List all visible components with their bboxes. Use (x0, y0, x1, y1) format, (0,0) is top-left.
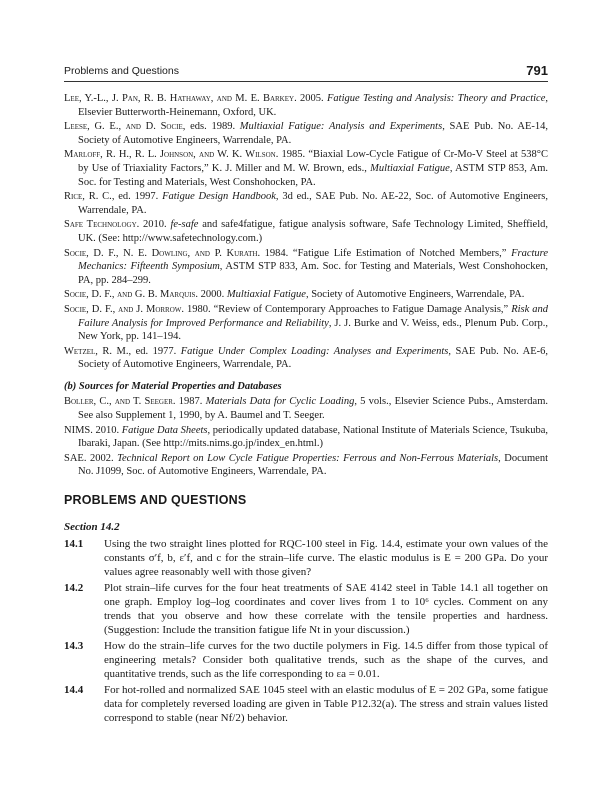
reference-post: , SAE Pub. No. AE-14, Society of Automotive Engineers, Warrendale, PA. (78, 121, 548, 146)
problems-heading: PROBLEMS AND QUESTIONS (64, 493, 247, 508)
reference-title: Multiaxial Fatigue (370, 162, 450, 174)
reference-entry (64, 218, 548, 245)
problem-number: 14.2 (64, 582, 84, 595)
reference-entry (64, 190, 548, 217)
reference-authors: Boller, C., and T. Seeger (64, 396, 173, 408)
reference-pre: , eds. 1989. (182, 121, 240, 133)
problem-text: How do the strain–life curves for the two ductile polymers in Fig. 14.5 differ from those typical of engineering metals? Consider both qualitative trends, such as the shape of the curves, and quantitative trends, such as the life corresponding to εa = 0.01. (104, 640, 548, 681)
problem-text: Using the two straight lines plotted for RQC-100 steel in Fig. 14.4, estimate your own values of the constants σ′f, b, ε′f, and c for the strain–life curve. The elastic modulus is E = 200 GPa. Do your values agree reasonably well with those given? (104, 538, 548, 579)
reference-title: Fracture Mechanics: Fifteenth Symposium (78, 247, 548, 273)
reference-entry (64, 92, 548, 119)
reference-title: Risk and Failure Analysis for Improved Performance and Reliability (78, 303, 548, 329)
reference-authors: NIMS (64, 424, 91, 436)
reference-authors: Lee, Y.-L., J. Pan, R. B. Hathaway, and M. E. Barkey (64, 93, 295, 104)
reference-post: , J. J. Burke and V. Weiss, eds., Plenum Pub. Corp., New York, pp. 141–194. (78, 317, 548, 343)
reference-pre: . 1985. “Biaxial Low-Cycle Fatigue of Cr-Mo-V Steel at 538°C by Use of Triaxiality Factors,” K. J. Miller and M. W. Brown, eds., (78, 149, 548, 174)
problem-item (64, 683, 548, 725)
reference-pre: . 1980. “Review of Contemporary Approaches to Fatigue Damage Analysis,” (181, 303, 512, 315)
problem-item (64, 581, 548, 637)
page-body (64, 92, 548, 727)
reference-authors: Leese, G. E., and D. Socie (64, 121, 183, 133)
reference-pre: . 2010. (90, 424, 122, 436)
reference-entry (64, 247, 548, 288)
reference-entry (64, 303, 548, 344)
reference-title: Fatigue Data Sheets (121, 424, 208, 436)
problem-list (64, 537, 548, 725)
problem-text: Plot strain–life curves for the four heat treatments of SAE 4142 steel in Table 14.1 all together on one graph. Employ log–log coordinates and cover lives from 1 to 10⁶ cycles. Comment on any trends that you observe and how these correlate with the tensile properties and hardness. (Suggestion: Include the transition fatigue life Nt in your discussion.) (104, 582, 548, 637)
reference-entry (64, 424, 548, 451)
reference-pre: . 2005. (294, 93, 327, 104)
reference-title: Technical Report on Low Cycle Fatigue Properties: Ferrous and Non-Ferrous Materials (117, 452, 499, 464)
reference-authors: Rice, R. C. (64, 191, 112, 203)
section-label: Section 14.2 (64, 520, 120, 533)
header-rule (64, 81, 548, 82)
problem-item (64, 537, 548, 579)
problem-number: 14.4 (64, 684, 84, 697)
reference-pre: . 1987. (172, 396, 206, 408)
reference-post: , periodically updated database, National Institute of Materials Science, Tsukuba, Ibaraki, Japan. (See http://mits.nims.go.jp/index_en.html.) (78, 424, 549, 450)
reference-post: , SAE Pub. No. AE-6, Society of Automotive Engineers, Warrendale, PA. (78, 345, 548, 371)
reference-authors: SAE (64, 452, 84, 464)
reference-pre: . 2000. (195, 289, 227, 301)
reference-title: Fatigue Design Handbook (162, 191, 276, 203)
reference-list-a (64, 92, 548, 372)
reference-post: , ASTM STP 833, Am. Soc. for Testing and Materials, West Conshohocken, PA, pp. 284–299. (78, 261, 548, 286)
problem-text: For hot-rolled and normalized SAE 1045 steel with an elastic modulus of E = 202 GPa, some fatigue data for completely reversed loading are given in Table P12.32(a). The stress and strain values listed correspond to stable (near Nf/2) behavior. (104, 684, 548, 725)
reference-entry (64, 395, 548, 422)
reference-pre: . 1984. “Fatigue Life Estimation of Notched Members,” (257, 247, 512, 259)
problem-number: 14.1 (64, 538, 84, 551)
reference-entry (64, 148, 548, 189)
reference-entry (64, 120, 548, 147)
reference-authors: Wetzel, R. M. (64, 345, 129, 357)
reference-title: Fatigue Testing and Analysis: Theory and Practice (327, 93, 546, 104)
reference-pre: . 2010. (136, 219, 171, 231)
reference-title: Multiaxial Fatigue: Analysis and Experiments (239, 121, 443, 133)
reference-entry (64, 345, 548, 372)
reference-title: Materials Data for Cyclic Loading (205, 396, 355, 408)
reference-authors: Marloff, R. H., R. L. Johnson, and W. K. Wilson (64, 149, 276, 161)
reference-pre: . 2002. (83, 452, 118, 464)
reference-authors: Socie, D. F., and J. Morrow (64, 303, 182, 315)
reference-post: , Elsevier Butterworth-Heinemann, Oxford, UK. (78, 93, 548, 118)
reference-post: , ASTM STP 853, Am. Soc. for Testing and Materials, West Conshohocken, PA. (78, 162, 548, 188)
reference-post: , Document No. J1099, Soc. of Automotive Engineers, Warrendale, PA. (78, 452, 549, 478)
page-number: 791 (526, 63, 548, 78)
section-b-heading: (b) Sources for Material Properties and Databases (64, 380, 282, 392)
reference-authors: Socie, D. F., and G. B. Marquis (64, 289, 196, 301)
reference-pre: , ed. 1977. (128, 345, 181, 357)
reference-post: , Society of Automotive Engineers, Warrendale, PA. (305, 289, 525, 301)
problem-item (64, 639, 548, 681)
reference-authors: Safe Technology (64, 219, 137, 231)
reference-title: fe-safe (170, 219, 199, 231)
reference-post: , 5 vols., Elsevier Science Pubs., Amsterdam. See also Supplement 1, 1990, by A. Baumel and T. Seeger. (78, 396, 548, 422)
running-title: Problems and Questions (64, 65, 179, 77)
reference-title: Multiaxial Fatigue (226, 289, 306, 301)
problem-number: 14.3 (64, 640, 84, 653)
reference-authors: Socie, D. F., N. E. Dowling, and P. Kurath (64, 247, 258, 259)
running-header (64, 64, 548, 82)
reference-title: Fatigue Under Complex Loading: Analyses and Experiments (180, 345, 449, 357)
reference-post: , 3d ed., SAE Pub. No. AE-22, Soc. of Automotive Engineers, Warrendale, PA. (78, 191, 548, 216)
reference-entry (64, 452, 548, 479)
reference-pre: , ed. 1997. (111, 191, 163, 203)
reference-post: and safe4fatigue, fatigue analysis software, Safe Technology Limited, Sheffield, UK. (See: http://www.safetechnology.com.) (78, 219, 548, 244)
reference-entry (64, 288, 548, 302)
reference-list-b (64, 395, 548, 479)
